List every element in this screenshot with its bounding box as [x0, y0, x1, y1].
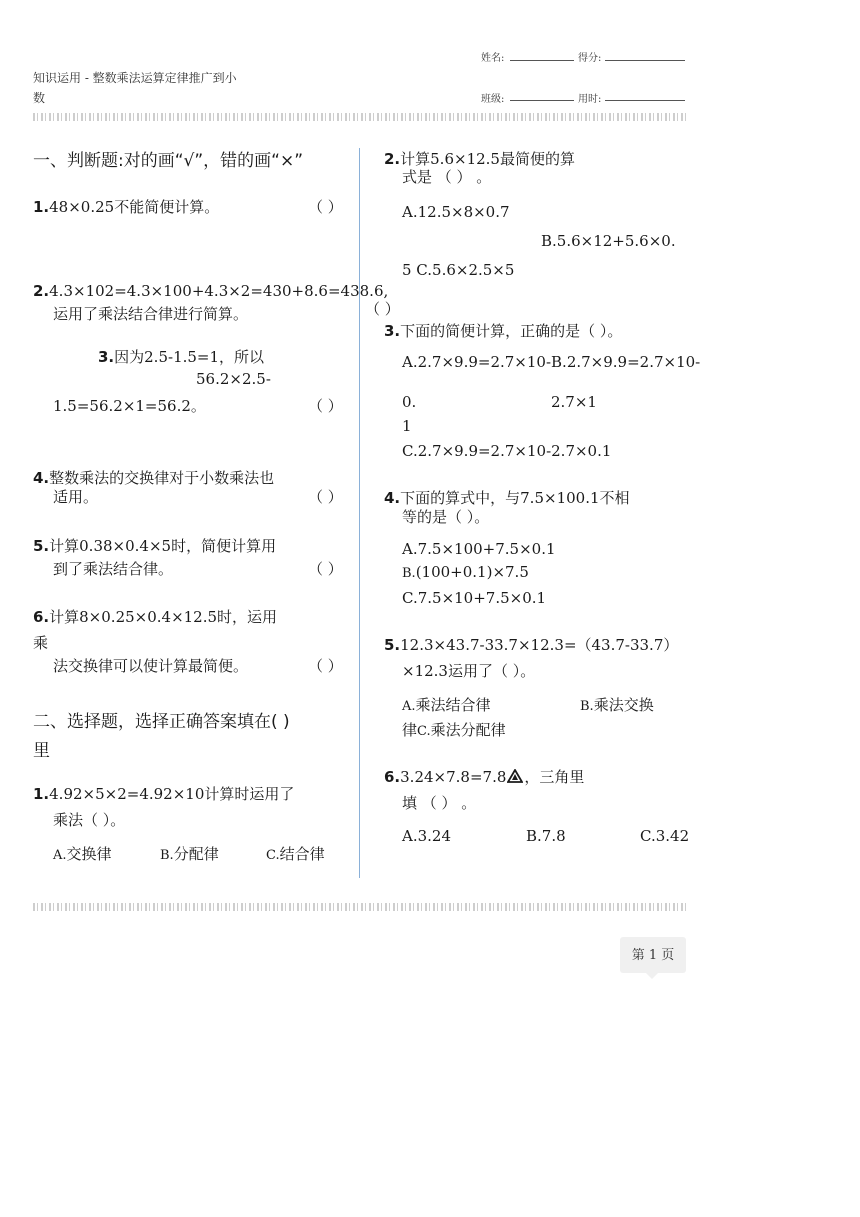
s1-q6-line1: 计算8×0.25×0.4×12.5时，运用	[49, 608, 278, 626]
s2-q5-option-b-letter: B.	[580, 699, 594, 714]
s2-q6-option-c[interactable]: C.3.42	[640, 827, 690, 845]
s1-q3-number: 3.	[98, 348, 115, 366]
s2-q3-option-b-tail: 1	[402, 417, 412, 435]
s2-q1-line1: 4.92×5×2=4.92×10计算时运用了	[49, 785, 295, 803]
worksheet-title: 知识运用 - 整数乘法运算定律推广到小	[33, 71, 237, 85]
s2-q3	[384, 320, 622, 342]
s2-q5	[384, 634, 678, 656]
page-number-label: 第 1 页	[631, 948, 675, 963]
s2-q3-option-c[interactable]: C.2.7×9.9=2.7×10-2.7×0.1	[402, 442, 612, 460]
class-blank	[510, 100, 574, 101]
s2-q3-options-ab[interactable]: A.2.7×9.9=2.7×10-B.2.7×9.9=2.7×10-	[402, 353, 701, 371]
s2-q1-option-c-text: 结合律	[279, 845, 325, 863]
time-label: 用时:	[578, 94, 602, 105]
s1-q6	[33, 606, 277, 628]
s1-q1-number: 1.	[33, 198, 50, 216]
s2-q4-number: 4.	[384, 489, 401, 507]
s2-q5-line1: 12.3×43.7-33.7×12.3=（43.7-33.7）	[400, 636, 679, 654]
section2-title-cont: 里	[33, 741, 50, 761]
s2-q1-option-a-letter: A.	[53, 848, 67, 863]
s2-q6-option-a[interactable]: A.3.24	[402, 827, 451, 845]
s2-q1-option-c-letter: C.	[266, 848, 280, 863]
score-blank	[605, 60, 685, 61]
s2-q4-option-c[interactable]: C.7.5×10+7.5×0.1	[402, 589, 547, 607]
s2-q2-option-b[interactable]: B.5.6×12+5.6×0.	[541, 232, 676, 250]
s2-q1-option-c[interactable]	[266, 843, 325, 864]
s2-q5-option-a-text: 乘法结合律	[415, 696, 491, 714]
s1-q3-line1: 因为2.5-1.5=1，所以	[114, 348, 265, 366]
s2-q4-option-b[interactable]	[402, 563, 529, 581]
s1-q4-number: 4.	[33, 469, 50, 487]
worksheet-title-cont: 数	[33, 91, 46, 105]
time-blank	[605, 100, 685, 101]
s2-q2-option-a[interactable]: A.12.5×8×0.7	[402, 203, 510, 221]
s2-q5-option-c[interactable]	[402, 719, 506, 740]
s2-q4-option-a[interactable]: A.7.5×100+7.5×0.1	[402, 540, 556, 558]
s1-q1	[33, 196, 219, 218]
s1-q5-number: 5.	[33, 537, 50, 555]
s2-q3-number: 3.	[384, 322, 401, 340]
s2-q1-option-a-text: 交换律	[66, 845, 112, 863]
bottom-border-band	[33, 903, 686, 911]
page-number-tab	[620, 937, 686, 973]
section2-title: 二、选择题，选择正确答案填在( )	[33, 712, 290, 732]
s2-q4-option-b-letter: B.	[402, 566, 416, 581]
s2-q1-option-b-letter: B.	[160, 848, 174, 863]
name-blank	[510, 60, 574, 61]
s2-q6-line2: 填 （ ） 。	[402, 794, 477, 812]
s1-q5	[33, 535, 276, 557]
s1-q3-answer-blank[interactable]: （ ）	[308, 397, 343, 415]
s2-q6-line1a: 3.24×7.8=7.8	[400, 768, 507, 786]
s2-q2-line2: 式是 （ ） 。	[402, 168, 492, 186]
s2-q1-line2: 乘法（ ）。	[53, 811, 126, 829]
s2-q6	[384, 766, 584, 788]
s2-q2-line1: 计算5.6×12.5最简便的算	[400, 150, 575, 168]
s2-q5-option-b[interactable]	[580, 694, 654, 715]
s2-q1	[33, 783, 294, 805]
s1-q6-line3: 法交换律可以使计算最简便。	[53, 657, 249, 675]
s1-q4-line2: 适用。	[53, 488, 99, 506]
s2-q6-option-b[interactable]: B.7.8	[526, 827, 566, 845]
s2-q2-option-c[interactable]: 5 C.5.6×2.5×5	[402, 261, 515, 279]
s2-q5-option-a-letter: A.	[402, 699, 416, 714]
section1-title: 一、判断题:对的画“√”，错的画“×”	[33, 151, 304, 171]
s1-q2-line2: 运用了乘法结合律进行简算。	[53, 305, 249, 323]
s2-q5-option-c-text: 乘法分配律	[430, 721, 506, 739]
s1-q4-line1: 整数乘法的交换律对于小数乘法也	[49, 469, 275, 487]
triangle-icon	[507, 769, 523, 783]
s1-q5-line1: 计算0.38×0.4×5时，简便计算用	[49, 537, 277, 555]
s2-q6-line1b: ，三角里	[524, 768, 585, 786]
s2-q4-line2: 等的是（ ）。	[402, 508, 490, 526]
name-label: 姓名:	[481, 53, 505, 64]
s2-q5-option-b-tail: 律	[402, 721, 418, 739]
s1-q2	[33, 280, 388, 302]
s2-q5-option-c-letter: C.	[417, 724, 431, 739]
s1-q1-text: 48×0.25不能简便计算。	[49, 198, 220, 216]
class-label: 班级:	[481, 94, 505, 105]
s2-q3-option-b-cont: 2.7×1	[551, 393, 597, 411]
s2-q3-option-a-cont: 0.	[402, 393, 417, 411]
s1-q5-line2: 到了乘法结合律。	[53, 560, 174, 578]
s1-q3	[98, 346, 264, 368]
s2-q5-line2: ×12.3运用了（ ）。	[402, 662, 536, 680]
s2-q5-number: 5.	[384, 636, 401, 654]
s2-q1-number: 1.	[33, 785, 50, 803]
s2-q4-option-b-text: (100+0.1)×7.5	[415, 563, 529, 581]
s1-q6-answer-blank[interactable]: （ ）	[308, 657, 343, 675]
score-label: 得分:	[578, 53, 602, 64]
s2-q4-line1: 下面的算式中，与7.5×100.1不相	[400, 489, 630, 507]
s1-q1-answer-blank[interactable]: （ ）	[308, 198, 343, 216]
s2-q1-option-a[interactable]	[53, 843, 112, 864]
s1-q6-number: 6.	[33, 608, 50, 626]
s1-q4-answer-blank[interactable]: （ ）	[308, 488, 343, 506]
s2-q6-number: 6.	[384, 768, 401, 786]
s1-q2-number: 2.	[33, 282, 50, 300]
s2-q2-number: 2.	[384, 150, 401, 168]
s2-q1-option-b-text: 分配律	[173, 845, 219, 863]
s1-q3-line3: 1.5=56.2×1=56.2。	[53, 397, 206, 415]
s2-q3-text: 下面的简便计算，正确的是（ ）。	[400, 322, 623, 340]
s1-q5-answer-blank[interactable]: （ ）	[308, 560, 343, 578]
s2-q5-option-b-text: 乘法交换	[593, 696, 654, 714]
s1-q2-line1: 4.3×102=4.3×100+4.3×2=430+8.6=438.6,	[49, 282, 389, 300]
top-border-band	[33, 113, 686, 121]
s1-q6-line2: 乘	[33, 634, 49, 652]
s2-q1-option-b[interactable]	[160, 843, 219, 864]
s2-q5-option-a[interactable]	[402, 694, 491, 715]
column-divider	[359, 148, 360, 878]
s1-q2-answer-blank[interactable]: （ ）	[365, 300, 400, 318]
s1-q3-line2: 56.2×2.5-	[196, 370, 271, 388]
